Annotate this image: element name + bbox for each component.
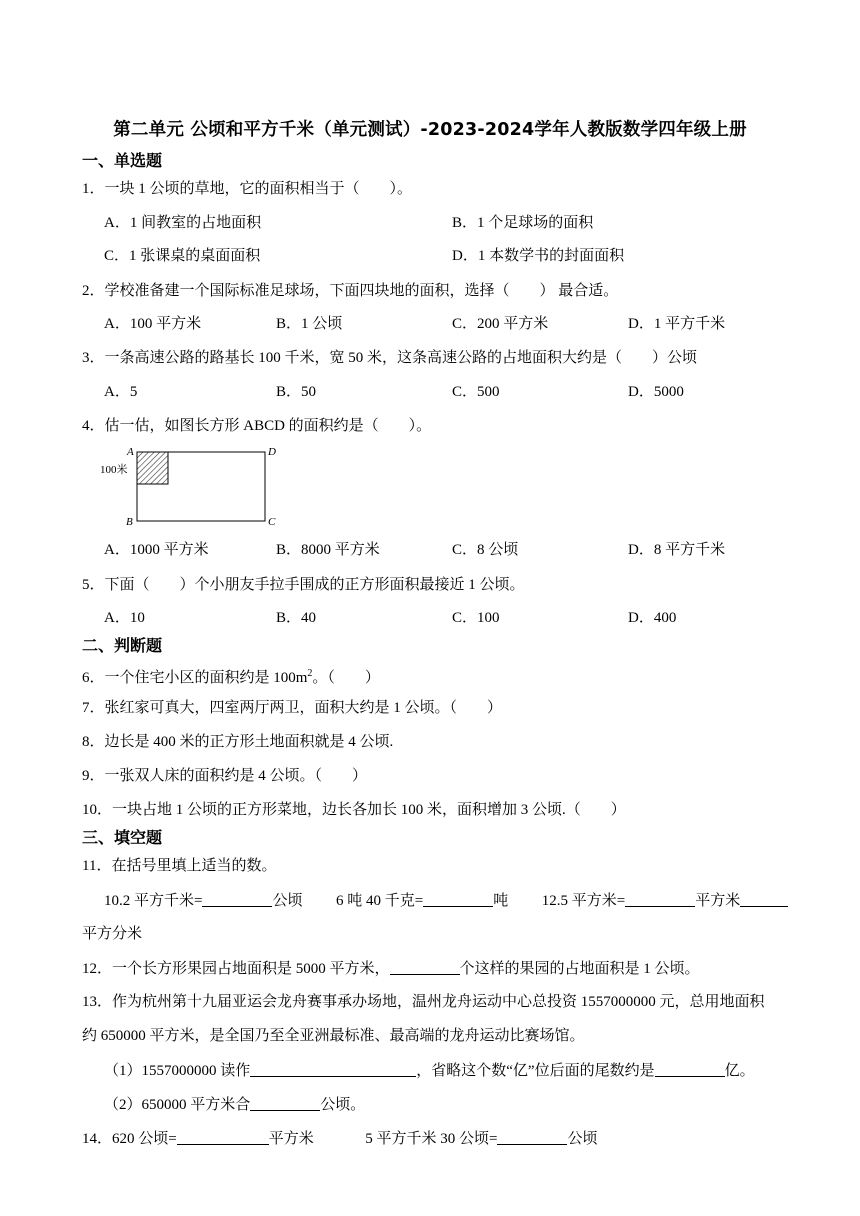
question-1-option-c: C．1 张课桌的桌面面积 xyxy=(104,248,261,264)
question-13-line-1: 13．作为杭州第十九届亚运会龙舟赛事承办场地，温州龙舟运动中心总投资 1557000000 元，总用地面积 xyxy=(82,994,765,1010)
section-heading-true-false: 二、判断题 xyxy=(82,636,163,655)
question-13-part-1-mid: ，省略这个数“亿”位后面的尾数约是 xyxy=(416,1063,655,1079)
answer-blank-13-2[interactable] xyxy=(655,1060,725,1077)
question-2-stem: 2．学校准备建一个国际标准足球场，下面四块地的面积，选择（ ） 最合适。 xyxy=(82,283,619,299)
question-6 xyxy=(82,664,380,688)
question-11-unit-2: 吨 xyxy=(493,893,509,909)
question-1-option-a: A．1 间教室的占地面积 xyxy=(104,215,262,231)
question-12-text: 12．一个长方形果园占地面积是 5000 平方米， xyxy=(82,961,390,977)
question-4-stem: 4．估一估，如图长方形 ABCD 的面积约是（ ）。 xyxy=(82,418,432,434)
question-4-option-a: A．1000 平方米 xyxy=(104,542,209,558)
question-8: 8．边长是 400 米的正方形土地面积就是 4 公顷. xyxy=(82,734,394,750)
section-heading-fill-in: 三、填空题 xyxy=(82,828,163,847)
question-5-option-b: B．40 xyxy=(276,610,317,626)
question-13-part-2-tail: 公顷。 xyxy=(320,1097,366,1113)
rectangle-abcd-figure xyxy=(96,442,286,532)
question-2-option-b: B．1 公顷 xyxy=(276,316,343,332)
question-14-part-2: 5 平方千米 30 公顷= xyxy=(365,1131,498,1147)
section-heading-single-choice: 一、单选题 xyxy=(82,151,163,170)
question-1-option-d: D．1 本数学书的封面面积 xyxy=(452,248,625,264)
answer-blank-12[interactable] xyxy=(390,958,460,975)
question-13-part-1 xyxy=(104,1060,755,1081)
question-3-option-c: C．500 xyxy=(452,384,500,400)
side-length-label: 100米 xyxy=(100,464,128,476)
question-1-stem: 1．一块 1 公顷的草地，它的面积相当于（ ）。 xyxy=(82,181,413,197)
question-11-part-1: 10.2 平方千米= xyxy=(104,893,203,909)
question-5-option-d: D．400 xyxy=(628,610,677,626)
question-12 xyxy=(82,958,700,979)
question-1-option-b: B．1 个足球场的面积 xyxy=(452,215,594,231)
question-4-option-c: C．8 公顷 xyxy=(452,542,519,558)
question-3-stem: 3．一条高速公路的路基长 100 千米，宽 50 米，这条高速公路的占地面积大约是（ ）公顷 xyxy=(82,350,698,366)
question-14-unit-1: 平方米 xyxy=(268,1131,314,1147)
answer-blank-11-4[interactable] xyxy=(740,890,788,907)
question-2-option-c: C．200 平方米 xyxy=(452,316,549,332)
vertex-label-b: B xyxy=(126,516,133,528)
question-6-exponent: 2 xyxy=(307,668,313,679)
page-title: 第二单元 公顷和平方千米（单元测试）-2023-2024学年人教版数学四年级上册 xyxy=(113,120,747,140)
question-11-tail: 平方分米 xyxy=(82,926,143,942)
vertex-label-c: C xyxy=(268,516,276,528)
question-14-part-1: 14．620 公顷= xyxy=(82,1131,177,1147)
question-2-option-a: A．100 平方米 xyxy=(104,316,202,332)
answer-blank-13-3[interactable] xyxy=(250,1094,320,1111)
question-9: 9．一张双人床的面积约是 4 公顷。（ ） xyxy=(82,768,368,784)
question-3-option-d: D．5000 xyxy=(628,384,684,400)
answer-blank-14-1[interactable] xyxy=(177,1128,269,1145)
question-10: 10．一块占地 1 公顷的正方形菜地，边长各加长 100 米，面积增加 3 公顷.（ ） xyxy=(82,802,626,818)
answer-blank-13-1[interactable] xyxy=(250,1060,416,1077)
question-13-part-1-text: （1）1557000000 读作 xyxy=(104,1063,251,1079)
question-3-option-b: B．50 xyxy=(276,384,317,400)
question-11-row xyxy=(104,890,788,911)
question-12-tail: 个这样的果园的占地面积是 1 公顷。 xyxy=(459,961,700,977)
question-13-part-2 xyxy=(104,1094,365,1115)
question-4-option-b: B．8000 平方米 xyxy=(276,542,380,558)
answer-blank-11-2[interactable] xyxy=(423,890,493,907)
question-13-part-2-text: （2）650000 平方米合 xyxy=(104,1097,251,1113)
question-6-tail: 。（ ） xyxy=(312,670,380,686)
question-4-option-d: D．8 平方千米 xyxy=(628,542,726,558)
question-5-option-c: C．100 xyxy=(452,610,500,626)
question-5-option-a: A．10 xyxy=(104,610,145,626)
answer-blank-14-2[interactable] xyxy=(497,1128,567,1145)
question-14-unit-2: 公顷 xyxy=(567,1131,598,1147)
answer-blank-11-1[interactable] xyxy=(202,890,272,907)
hatched-unit-square xyxy=(137,452,168,484)
question-5-stem: 5．下面（ ）个小朋友手拉手围成的正方形面积最接近 1 公顷。 xyxy=(82,577,525,593)
question-11-part-2: 6 吨 40 千克= xyxy=(335,893,424,909)
vertex-label-a: A xyxy=(127,446,134,458)
question-11-unit-3: 平方米 xyxy=(695,893,741,909)
question-11-stem: 11．在括号里填上适当的数。 xyxy=(82,858,277,874)
question-7: 7．张红家可真大，四室两厅两卫，面积大约是 1 公顷。（ ） xyxy=(82,700,503,716)
question-11-part-3: 12.5 平方米= xyxy=(541,893,626,909)
question-13-part-1-tail: 亿。 xyxy=(724,1063,755,1079)
question-13-line-2: 约 650000 平方米，是全国乃至全亚洲最标准、最高端的龙舟运动比赛场馆。 xyxy=(82,1028,585,1044)
vertex-label-d: D xyxy=(268,446,276,458)
question-14 xyxy=(82,1128,597,1149)
question-11-unit-1: 公顷 xyxy=(272,893,303,909)
question-3-option-a: A．5 xyxy=(104,384,138,400)
question-2-option-d: D．1 平方千米 xyxy=(628,316,726,332)
question-6-text: 6．一个住宅小区的面积约是 100m xyxy=(82,670,308,686)
answer-blank-11-3[interactable] xyxy=(625,890,695,907)
